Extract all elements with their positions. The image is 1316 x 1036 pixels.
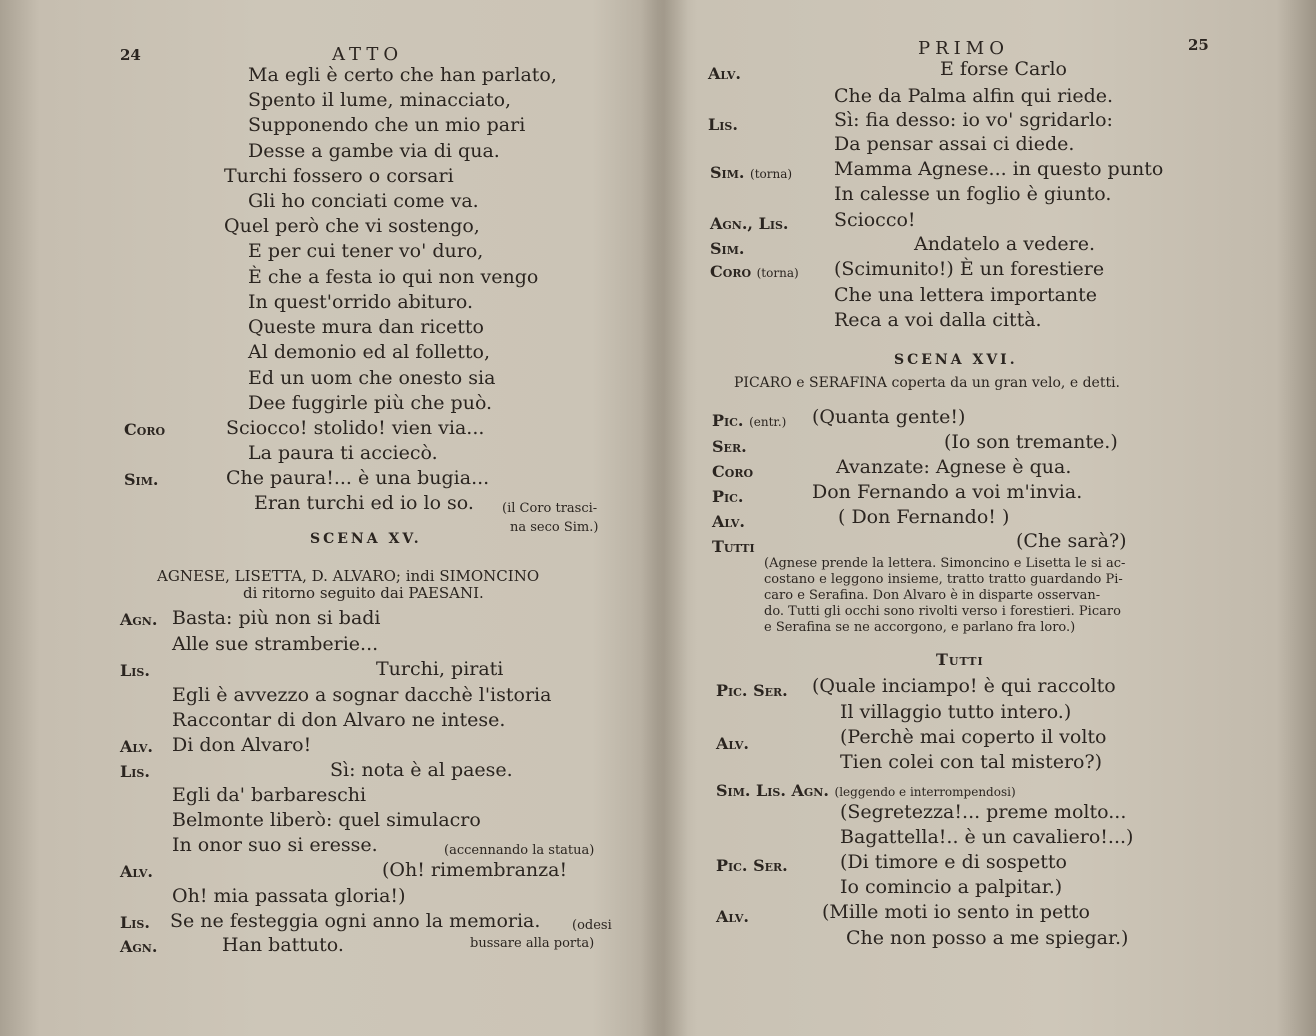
verse-line: (Di timore e di sospetto	[840, 851, 1067, 873]
speaker-label: Tutti	[712, 537, 755, 556]
verse-line: Quel però che vi sostengo,	[224, 215, 480, 237]
stage-direction-line: (Agnese prende la lettera. Simoncino e Lisetta le si ac-	[764, 556, 1126, 571]
verse-line: Di don Alvaro!	[172, 734, 312, 756]
stage-direction: (odesi	[572, 918, 612, 933]
tutti-heading: Tutti	[936, 650, 984, 669]
verse-line: Don Fernando a voi m'invia.	[812, 481, 1083, 503]
verse-line: Spento il lume, minacciato,	[248, 89, 512, 111]
speaker-label: Lis.	[120, 913, 150, 932]
verse-line: Da pensar assai ci diede.	[834, 133, 1075, 155]
verse-line: Gli ho conciati come va.	[248, 190, 479, 212]
speaker-label: Coro	[124, 420, 166, 439]
stage-direction: (accennando la statua)	[444, 843, 595, 858]
verse-line: La paura ti acciecò.	[248, 442, 438, 464]
verse-line: Che non posso a me spiegar.)	[846, 927, 1129, 949]
verse-line: Ed un uom che onesto sia	[248, 367, 496, 389]
speaker-label: Agn.	[120, 610, 158, 629]
verse-line: E per cui tener vo' duro,	[248, 240, 484, 262]
verse-line: Io comincio a palpitar.)	[840, 876, 1063, 898]
speaker-label: Alv.	[716, 907, 749, 926]
stage-direction: bussare alla porta)	[470, 936, 595, 951]
verse-line: Avanzate: Agnese è qua.	[836, 456, 1072, 478]
speaker-note: (torna)	[756, 266, 799, 280]
verse-line: Che una lettera importante	[834, 284, 1098, 306]
speaker-note: (torna)	[750, 167, 793, 181]
speaker-label: Agn.	[120, 937, 158, 956]
verse-line: Turchi fossero o corsari	[224, 165, 454, 187]
verse-line: Oh! mia passata gloria!)	[172, 885, 406, 907]
speaker-label: Alv.	[120, 862, 153, 881]
speaker-label: Sim.	[710, 239, 745, 258]
verse-line: Dee fuggirle più che può.	[248, 392, 493, 414]
stage-direction: na seco Sim.)	[510, 520, 599, 535]
verse-line: (Io son tremante.)	[944, 431, 1118, 453]
verse-line: (Quanta gente!)	[812, 406, 966, 428]
page-number-right: 25	[1188, 36, 1209, 54]
verse-line: Tien colei con tal mistero?)	[840, 751, 1103, 773]
verse-line: Al demonio ed al folletto,	[248, 341, 490, 363]
speaker-label: Alv.	[708, 64, 741, 83]
verse-line: ( Don Fernando! )	[838, 506, 1010, 528]
verse-line: Ma egli è certo che han parlato,	[248, 64, 557, 86]
speaker-note: (entr.)	[749, 415, 787, 429]
speaker-label: Alv.	[716, 734, 749, 753]
verse-line: Il villaggio tutto intero.)	[840, 701, 1072, 723]
verse-line: Raccontar di don Alvaro ne intese.	[172, 709, 506, 731]
stage-direction-line: caro e Serafina. Don Alvaro è in disparte osservan-	[764, 588, 1101, 603]
verse-line: Desse a gambe via di qua.	[248, 140, 500, 162]
speaker-name: Sim.	[710, 163, 745, 182]
verse-line: Supponendo che un mio pari	[248, 114, 526, 136]
verse-line: Queste mura dan ricetto	[248, 316, 484, 338]
verse-line: Egli è avvezzo a sognar dacchè l'istoria	[172, 684, 552, 706]
scene-title: SCENA XVI.	[894, 352, 1018, 368]
verse-line: Bagattella!.. è un cavaliero!...)	[840, 826, 1134, 848]
right-page	[664, 0, 1316, 1036]
running-head-right: PRIMO	[918, 38, 1009, 59]
speaker-label: Alv.	[120, 737, 153, 756]
verse-line: Turchi, pirati	[376, 658, 504, 680]
verse-line: Mamma Agnese... in questo punto	[834, 158, 1164, 180]
running-head-left: ATTO	[332, 44, 404, 65]
speaker-label: Coro	[712, 462, 754, 481]
speaker-label: Agn., Lis.	[710, 214, 789, 233]
speaker-note: (leggendo e interrompendosi)	[834, 785, 1016, 799]
verse-line: Han battuto.	[222, 934, 344, 956]
verse-line: Andatelo a vedere.	[914, 233, 1096, 255]
speaker-label: Lis.	[708, 115, 738, 134]
verse-line: Belmonte liberò: quel simulacro	[172, 809, 481, 831]
verse-line: Sì: fia desso: io vo' sgridarlo:	[834, 109, 1113, 131]
speaker-label: Pic. Ser.	[716, 681, 788, 700]
speaker-label	[712, 409, 786, 434]
verse-line: È che a festa io qui non vengo	[248, 266, 539, 288]
speaker-name: Pic.	[712, 411, 744, 430]
speaker-label	[710, 161, 792, 186]
verse-line: In quest'orrido abituro.	[248, 291, 474, 313]
stage-direction: (il Coro trasci-	[502, 501, 598, 516]
verse-line: (Scimunito!) È un forestiere	[834, 258, 1105, 280]
scene-title: SCENA XV.	[310, 531, 422, 547]
speaker-label: Pic.	[712, 487, 744, 506]
speaker-label: Ser.	[712, 437, 747, 456]
verse-line: In calesse un foglio è giunto.	[834, 183, 1112, 205]
verse-line: E forse Carlo	[940, 58, 1067, 80]
page-number-left: 24	[120, 46, 141, 64]
stage-direction-block	[764, 556, 1212, 636]
characters-list: AGNESE, LISETTA, D. ALVARO; indi SIMONCINO	[157, 567, 540, 585]
stage-direction-line: e Serafina se ne accorgono, e parlano fra loro.)	[764, 620, 1076, 635]
verse-line: Reca a voi dalla città.	[834, 309, 1042, 331]
speaker-name: Coro	[710, 262, 752, 281]
verse-line: (Perchè mai coperto il volto	[840, 726, 1107, 748]
verse-line: (Quale inciampo! è qui raccolto	[812, 675, 1116, 697]
speaker-label	[710, 260, 799, 285]
verse-line: Sì: nota è al paese.	[330, 759, 513, 781]
verse-line: Sciocco!	[834, 209, 916, 231]
verse-line: Che paura!... è una bugia...	[226, 467, 490, 489]
speaker-label: Pic. Ser.	[716, 856, 788, 875]
speaker-label: Sim.	[124, 470, 159, 489]
verse-line: Egli da' barbareschi	[172, 784, 367, 806]
stage-direction-line: costano e leggono insieme, tratto tratto guardando Pi-	[764, 572, 1123, 587]
verse-line: Eran turchi ed io lo so.	[254, 492, 474, 514]
verse-line: Basta: più non si badi	[172, 607, 381, 629]
speaker-label: Lis.	[120, 762, 150, 781]
verse-line: (Oh! rimembranza!	[382, 859, 568, 881]
verse-line: Se ne festeggia ogni anno la memoria.	[170, 910, 541, 932]
verse-line: (Che sarà?)	[1016, 530, 1127, 552]
characters-list: PICARO e SERAFINA coperta da un gran velo, e detti.	[734, 375, 1120, 391]
characters-list: di ritorno seguito dai PAESANI.	[243, 584, 484, 602]
speaker-label: Alv.	[712, 512, 745, 531]
verse-line: Alle sue stramberie...	[172, 633, 379, 655]
stage-direction-line: do. Tutti gli occhi sono rivolti verso i forestieri. Picaro	[764, 604, 1121, 619]
speaker-name: Sim. Lis. Agn.	[716, 781, 829, 800]
verse-line: In onor suo si eresse.	[172, 834, 378, 856]
verse-line: (Mille moti io sento in petto	[822, 901, 1090, 923]
verse-line: Che da Palma alfin qui riede.	[834, 85, 1114, 107]
verse-line: Sciocco! stolido! vien via...	[226, 417, 485, 439]
speaker-label: Lis.	[120, 661, 150, 680]
verse-line: (Segretezza!... preme molto...	[840, 801, 1127, 823]
